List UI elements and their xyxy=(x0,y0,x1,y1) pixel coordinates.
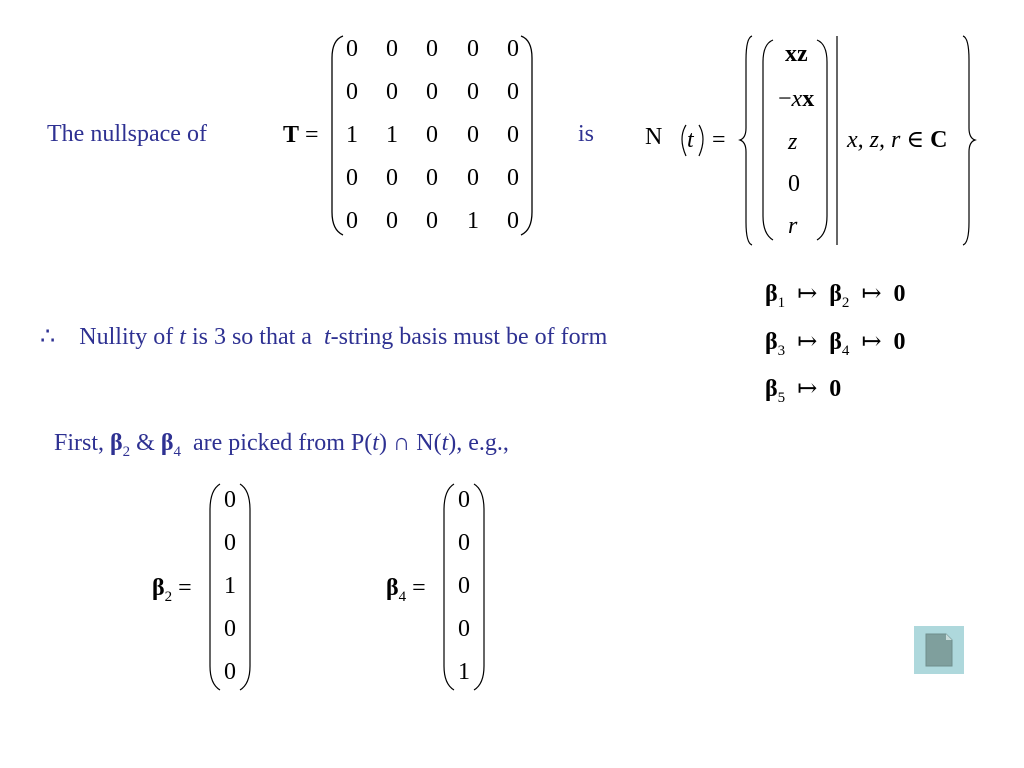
matrix-T-cell: 1 xyxy=(346,122,358,148)
matrix-T-cell: 0 xyxy=(467,122,479,148)
beta4-entry: 0 xyxy=(458,487,470,513)
matrix-T-cell: 0 xyxy=(507,79,519,105)
null-vec-entry-5: r xyxy=(788,213,798,239)
chain-3: $\beta_5$ ↦ 0 xyxy=(765,376,842,406)
nullspace-equals: = xyxy=(712,127,726,153)
document-icon xyxy=(914,626,964,674)
matrix-T-cell: 0 xyxy=(426,208,438,234)
matrix-T-cell: 0 xyxy=(467,165,479,191)
nullspace-condition: x, z, r ∈ C xyxy=(847,127,948,153)
matrix-T-cell: 0 xyxy=(426,165,438,191)
matrix-T-cell: 0 xyxy=(507,36,519,62)
matrix-T-cell: 0 xyxy=(386,208,398,234)
nullspace-label: N xyxy=(645,124,663,150)
is-label: is xyxy=(578,121,595,147)
null-vec-entry-3: z xyxy=(788,129,798,155)
null-vec-entry-4: 0 xyxy=(788,171,800,197)
heading-prefix: The nullspace of xyxy=(47,121,207,147)
beta2-entry: 1 xyxy=(224,573,236,599)
beta4-entry: 1 xyxy=(458,659,470,685)
beta4-entry: 0 xyxy=(458,573,470,599)
chain-1: $\beta_1$ ↦ $\beta_2$ ↦ 0 xyxy=(765,281,906,311)
matrix-T-cell: 0 xyxy=(346,79,358,105)
matrix-T-cell: 0 xyxy=(507,208,519,234)
matrix-T-cell: 1 xyxy=(386,122,398,148)
matrix-T-cell: 0 xyxy=(426,79,438,105)
matrix-T-cell: 0 xyxy=(507,165,519,191)
beta2-label: $\beta_2$ = xyxy=(152,575,192,605)
matrix-T-cell: 0 xyxy=(386,79,398,105)
matrix-T-cell: 0 xyxy=(346,165,358,191)
beta4-entry: 0 xyxy=(458,530,470,556)
nullspace-t: t xyxy=(687,127,694,153)
beta2-entry: 0 xyxy=(224,659,236,685)
beta2-entry: 0 xyxy=(224,487,236,513)
matrix-T-cell: 0 xyxy=(346,36,358,62)
matrix-T-cell: 0 xyxy=(507,122,519,148)
beta4-entry: 0 xyxy=(458,616,470,642)
matrix-T-cell: 0 xyxy=(426,36,438,62)
matrix-T-cell: 0 xyxy=(386,36,398,62)
matrix-T-cell: 0 xyxy=(346,208,358,234)
beta4-label: $\beta_4$ = xyxy=(386,575,426,605)
matrix-T-cell: 0 xyxy=(467,36,479,62)
matrix-T-label: T = xyxy=(283,122,319,148)
matrix-T-cell: 0 xyxy=(467,79,479,105)
null-vec-entry-2: −xx xyxy=(778,86,815,112)
matrix-T-cell: 0 xyxy=(386,165,398,191)
nullity-line: ∴ Nullity of t is 3 so that a t-string basis must be of form xyxy=(40,324,608,350)
page-icon[interactable] xyxy=(914,626,964,674)
chain-2: $\beta_3$ ↦ $\beta_4$ ↦ 0 xyxy=(765,329,906,359)
null-vec-entry-1: xz xyxy=(785,41,808,67)
first-line: First, $\beta_2$ & $\beta_4$ are picked from P(t) ∩ N(t), e.g., xyxy=(54,430,509,460)
beta2-entry: 0 xyxy=(224,616,236,642)
matrix-T-cell: 0 xyxy=(426,122,438,148)
beta2-entry: 0 xyxy=(224,530,236,556)
matrix-T-cell: 1 xyxy=(467,208,479,234)
